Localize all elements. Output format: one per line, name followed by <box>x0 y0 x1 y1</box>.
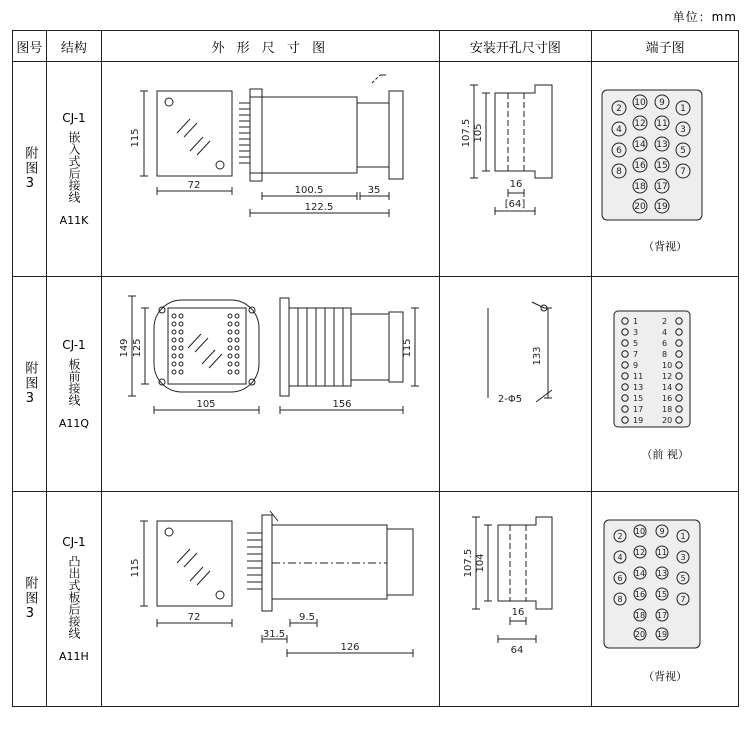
svg-text:1: 1 <box>680 104 687 114</box>
dim-156-r2: 156 <box>332 398 352 410</box>
dim-107-5-r3: 107.5 <box>462 548 474 577</box>
svg-text:18: 18 <box>662 404 673 414</box>
dim-122-5-r1: 122.5 <box>304 201 334 213</box>
dim-126-r3: 126 <box>340 641 360 653</box>
cutout-drawing-2 <box>440 278 590 491</box>
dim-115-r2: 115 <box>402 337 414 358</box>
svg-text:20: 20 <box>662 415 673 425</box>
outline-drawing-2 <box>102 278 437 491</box>
structure-code-1: A11K <box>59 213 89 227</box>
svg-text:5: 5 <box>633 338 639 348</box>
dim-35-r1: 35 <box>367 184 381 196</box>
structure-info-2 <box>47 337 101 432</box>
svg-text:1: 1 <box>680 532 686 541</box>
terminal-diagram-3 <box>592 514 712 664</box>
spec-table <box>12 30 739 707</box>
svg-text:17: 17 <box>657 611 668 620</box>
fig-no-label-1: 附图3 <box>22 145 38 193</box>
svg-text:15: 15 <box>657 590 668 599</box>
svg-text:7: 7 <box>680 595 686 604</box>
header-fig-no: 图号 <box>13 31 47 62</box>
dim-115-r3: 115 <box>130 557 142 578</box>
svg-text:10: 10 <box>635 527 646 536</box>
fig-no-cell-1 <box>13 62 47 277</box>
fig-no-label-2: 附图3 <box>22 360 38 408</box>
structure-cell-3 <box>46 492 101 707</box>
svg-text:13: 13 <box>657 569 668 578</box>
header-terminal: 端子图 <box>592 31 739 62</box>
svg-text:18: 18 <box>634 182 646 192</box>
svg-text:15: 15 <box>633 393 644 403</box>
svg-text:10: 10 <box>634 98 646 108</box>
fig-no-label-3: 附图3 <box>22 575 38 623</box>
svg-text:16: 16 <box>662 393 673 403</box>
dim-31-5-r3: 31.5 <box>262 628 286 640</box>
svg-text:14: 14 <box>634 140 646 150</box>
svg-text:19: 19 <box>656 202 668 212</box>
svg-text:18: 18 <box>635 611 646 620</box>
terminal-cell-2 <box>592 277 739 492</box>
dim-2phi5-r2: 2-Φ5 <box>497 393 522 405</box>
dim-125-r2: 125 <box>132 337 144 358</box>
terminal-diagram-2 <box>592 307 712 442</box>
svg-text:13: 13 <box>656 140 668 150</box>
svg-text:12: 12 <box>635 548 646 557</box>
svg-text:19: 19 <box>633 415 644 425</box>
terminal-cell-3 <box>592 492 739 707</box>
svg-text:5: 5 <box>680 574 686 583</box>
svg-text:17: 17 <box>656 182 668 192</box>
table-row <box>13 62 739 277</box>
svg-text:5: 5 <box>680 146 687 156</box>
structure-model-1: CJ-1 <box>62 110 86 125</box>
svg-text:17: 17 <box>633 404 644 414</box>
svg-text:10: 10 <box>662 360 673 370</box>
dim-149-r2: 149 <box>119 337 131 358</box>
dim-115-r1: 115 <box>130 127 142 148</box>
svg-text:2: 2 <box>662 316 668 326</box>
table-row <box>13 492 739 707</box>
dim-16-r3: 16 <box>511 606 524 618</box>
dim-105-r1: 105 <box>472 122 484 143</box>
structure-code-3: A11H <box>59 649 89 663</box>
cutout-drawing-cell-3 <box>439 492 592 707</box>
structure-model-2: CJ-1 <box>62 337 86 352</box>
dim-64-r1: [64] <box>504 198 525 210</box>
terminal-cell-1 <box>592 62 739 277</box>
structure-cell-1 <box>46 62 101 277</box>
svg-text:6: 6 <box>662 338 668 348</box>
svg-text:11: 11 <box>633 371 644 381</box>
svg-text:8: 8 <box>617 595 623 604</box>
svg-text:4: 4 <box>617 553 623 562</box>
svg-text:9: 9 <box>659 527 665 536</box>
svg-text:11: 11 <box>656 119 668 129</box>
svg-text:12: 12 <box>662 371 673 381</box>
svg-text:16: 16 <box>635 590 646 599</box>
unit-note: 单位：mm <box>672 10 737 24</box>
dim-16-r1: 16 <box>509 178 522 190</box>
structure-cell-2 <box>46 277 101 492</box>
svg-text:3: 3 <box>680 553 686 562</box>
header-outline: 外 形 尺 寸 图 <box>102 31 440 62</box>
svg-text:3: 3 <box>680 125 687 135</box>
svg-text:1: 1 <box>633 316 639 326</box>
svg-text:4: 4 <box>662 327 668 337</box>
dim-107-5-r1: 107.5 <box>460 118 472 147</box>
svg-text:13: 13 <box>633 382 644 392</box>
svg-text:4: 4 <box>616 125 623 135</box>
outline-drawing-3 <box>102 493 437 706</box>
header-structure: 结构 <box>46 31 101 62</box>
cutout-drawing-cell-1 <box>439 62 592 277</box>
cutout-drawing-cell-2 <box>439 277 592 492</box>
terminal-diagram-1 <box>592 84 712 234</box>
dim-9-5-r3: 9.5 <box>299 611 315 623</box>
terminal-view-note-2: （前 视） <box>641 447 689 461</box>
cutout-drawing-1 <box>440 63 590 276</box>
svg-text:14: 14 <box>662 382 673 392</box>
dim-100-5-r1: 100.5 <box>294 184 324 196</box>
svg-text:8: 8 <box>616 167 623 177</box>
table-header-row <box>13 31 739 62</box>
table-row <box>13 277 739 492</box>
dim-104-r3: 104 <box>474 552 486 573</box>
structure-code-2: A11Q <box>58 416 90 430</box>
structure-info-3 <box>47 534 101 665</box>
svg-text:15: 15 <box>656 161 668 171</box>
fig-no-cell-2 <box>13 277 47 492</box>
svg-text:2: 2 <box>616 104 623 114</box>
structure-info-1 <box>47 110 101 229</box>
svg-text:6: 6 <box>617 574 623 583</box>
outline-drawing-cell-1 <box>102 62 440 277</box>
svg-text:2: 2 <box>617 532 623 541</box>
svg-text:20: 20 <box>635 630 646 639</box>
svg-text:7: 7 <box>680 167 687 177</box>
svg-text:3: 3 <box>633 327 639 337</box>
structure-desc-2: 板前接线 <box>66 357 81 406</box>
header-cutout: 安装开孔尺寸图 <box>439 31 592 62</box>
svg-text:9: 9 <box>659 98 666 108</box>
dim-105-r2: 105 <box>196 398 216 410</box>
svg-text:7: 7 <box>633 349 639 359</box>
cutout-drawing-3 <box>440 493 590 706</box>
structure-model-3: CJ-1 <box>62 534 86 549</box>
terminal-view-note-1: （背视） <box>643 240 688 253</box>
svg-text:11: 11 <box>657 548 668 557</box>
svg-text:8: 8 <box>662 349 668 359</box>
svg-text:14: 14 <box>635 569 646 578</box>
structure-desc-1: 嵌入式后接线 <box>66 130 81 203</box>
svg-text:19: 19 <box>657 630 668 639</box>
structure-desc-3: 凸出式板后接线 <box>66 554 81 639</box>
svg-text:20: 20 <box>634 202 646 212</box>
terminal-view-note-3: （背视） <box>643 670 688 683</box>
outline-drawing-cell-3 <box>102 492 440 707</box>
fig-no-cell-3 <box>13 492 47 707</box>
dim-64-r3: 64 <box>510 644 523 656</box>
dim-133-r2: 133 <box>531 345 543 366</box>
svg-text:12: 12 <box>634 119 646 129</box>
dim-72-r3: 72 <box>187 611 201 623</box>
svg-text:16: 16 <box>634 161 646 171</box>
dim-72-r1: 72 <box>187 179 201 191</box>
svg-text:9: 9 <box>633 360 639 370</box>
svg-text:6: 6 <box>616 146 623 156</box>
outline-drawing-1 <box>102 63 437 276</box>
outline-drawing-cell-2 <box>102 277 440 492</box>
